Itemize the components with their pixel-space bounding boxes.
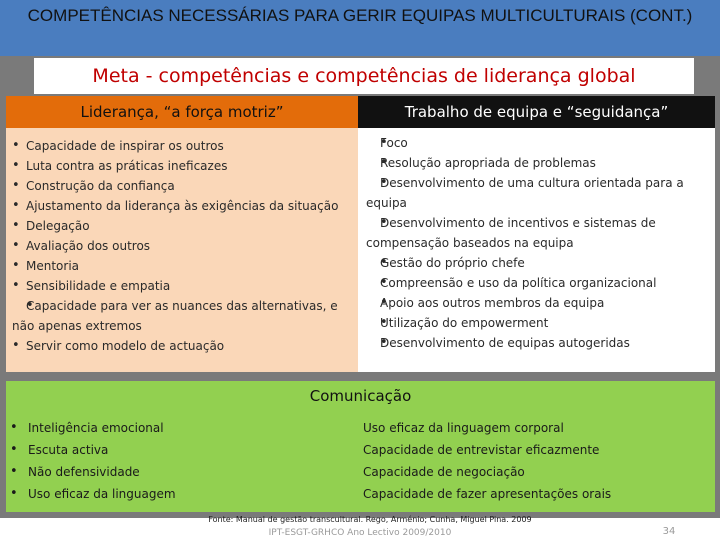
communication-header: Comunicação xyxy=(6,381,715,412)
footer-course: IPT-ESGT-GRHCO Ano Lectivo 2009/2010 xyxy=(268,528,452,538)
list-item: • Desenvolvimento de equipas autogeridas xyxy=(366,333,707,353)
list-item: • Escuta activa xyxy=(10,439,350,461)
list-item: • Não defensividade xyxy=(10,461,350,483)
list-item: • Apoio aos outros membros da equipa xyxy=(366,293,707,313)
list-item: • Compreensão e uso da política organizacional xyxy=(366,273,707,293)
list-item: • Delegação xyxy=(12,216,348,236)
teamwork-header: Trabalho de equipa e “seguidança” xyxy=(358,96,715,128)
page-number: 34 xyxy=(662,526,676,537)
list-item: • Gestão do próprio chefe xyxy=(366,253,707,273)
list-item: • Desenvolvimento de incentivos e sistemas de compensação baseados na equipa xyxy=(366,213,707,253)
slide-subtitle: Meta - competências e competências de liderança global xyxy=(34,58,694,94)
communication-panel xyxy=(6,412,715,512)
list-item: • Ajustamento da liderança às exigências da situação xyxy=(12,196,348,216)
list-item: Capacidade de fazer apresentações orais xyxy=(363,487,612,501)
teamwork-list xyxy=(366,133,707,353)
list-item: • Servir como modelo de actuação xyxy=(12,336,348,356)
list-item: • Utilização do empowerment xyxy=(366,313,707,333)
slide-title: COMPETÊNCIAS NECESSÁRIAS PARA GERIR EQUIPAS MULTICULTURAIS (CONT.) xyxy=(0,0,720,56)
list-item: Capacidade de negociação xyxy=(363,465,525,479)
leadership-header: Liderança, “a força motriz” xyxy=(6,96,358,128)
list-item: • Construção da confiança xyxy=(12,176,348,196)
communication-left-list xyxy=(10,417,350,505)
list-item: Capacidade de entrevistar eficazmente xyxy=(363,443,600,457)
communication-right-list xyxy=(363,417,703,505)
list-item: Uso eficaz da linguagem corporal xyxy=(363,421,564,435)
leadership-list xyxy=(12,136,348,356)
list-item: • Inteligência emocional xyxy=(10,417,350,439)
teamwork-panel xyxy=(358,128,715,372)
list-item: • Capacidade de inspirar os outros xyxy=(12,136,348,156)
source-citation: Fonte: Manual de gestão transcultural. Rego, Arménio; Cunha, Miguel Pina. 2009 xyxy=(208,515,532,524)
list-item: • Luta contra as práticas ineficazes xyxy=(12,156,348,176)
leadership-panel xyxy=(6,128,358,372)
list-item: • Uso eficaz da linguagem xyxy=(10,483,350,505)
list-item: • Resolução apropriada de problemas xyxy=(366,153,707,173)
list-item: • Avaliação dos outros xyxy=(12,236,348,256)
list-item: • Mentoria xyxy=(12,256,348,276)
list-item: • Desenvolvimento de uma cultura orientada para a equipa xyxy=(366,173,707,213)
list-item: • Foco xyxy=(366,133,707,153)
list-item: • Capacidade para ver as nuances das alternativas, e não apenas extremos xyxy=(12,296,348,336)
list-item: • Sensibilidade e empatia xyxy=(12,276,348,296)
